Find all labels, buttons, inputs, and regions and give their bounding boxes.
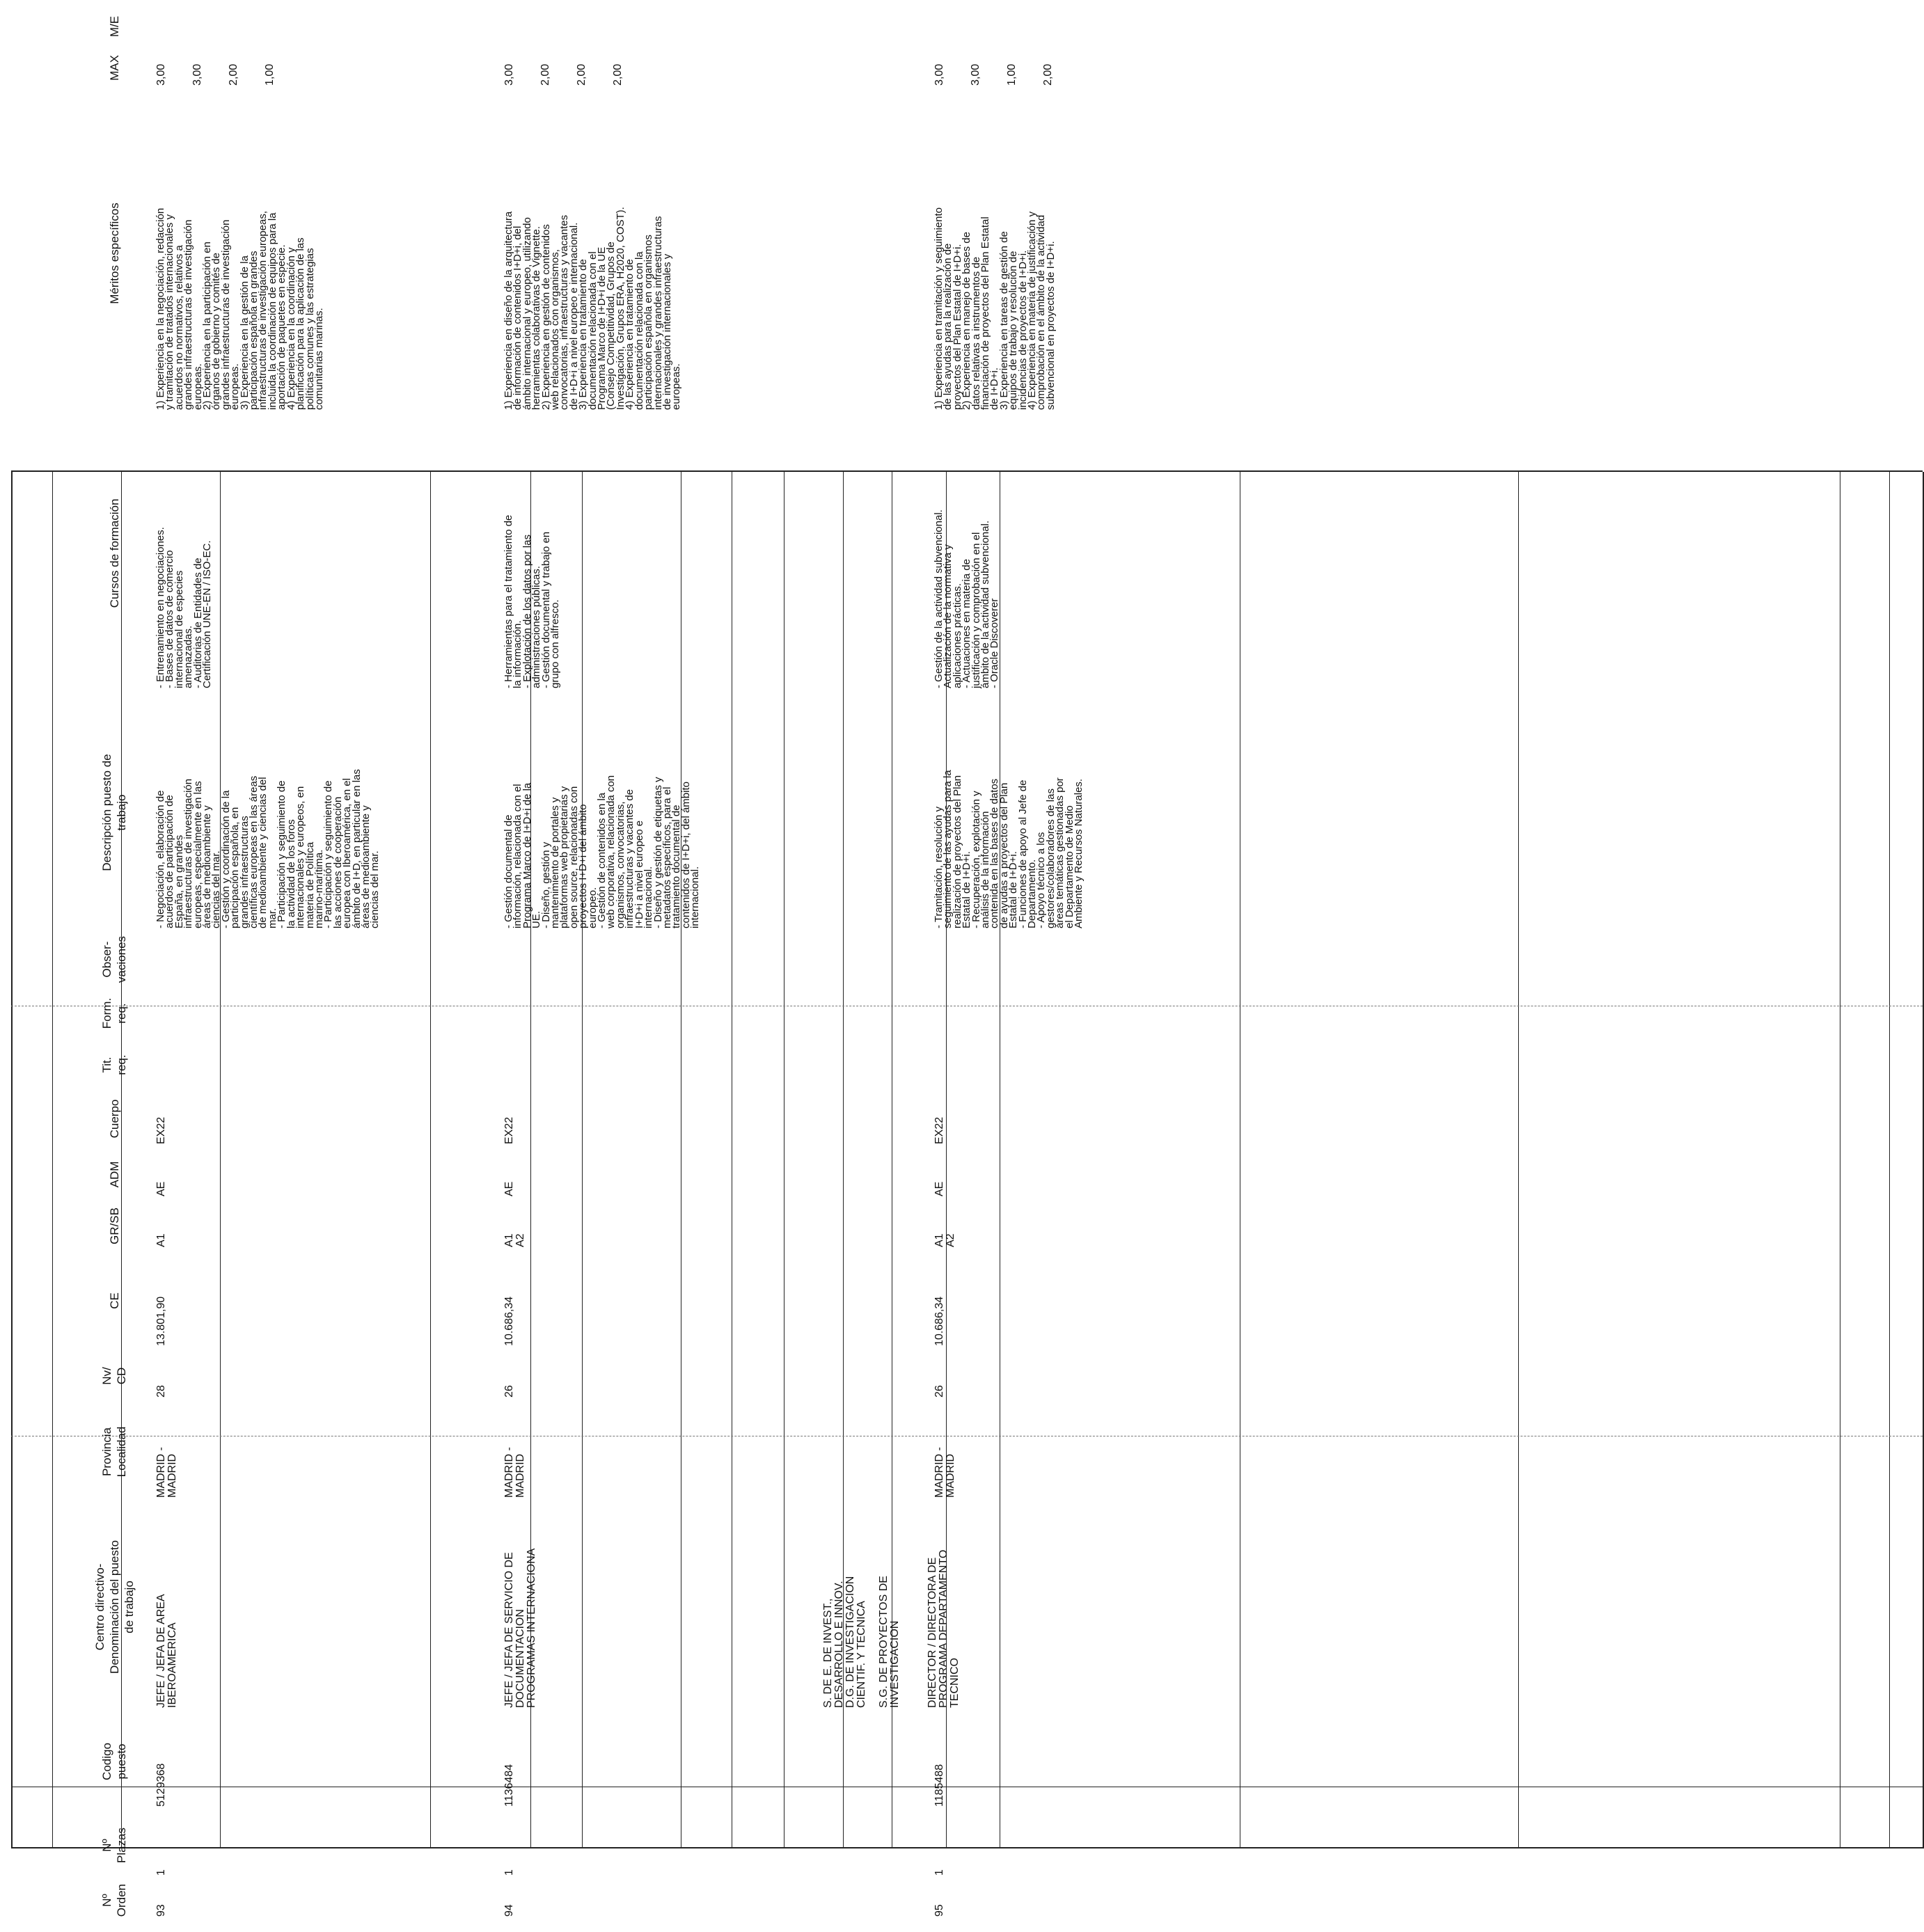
cell-orden: 95	[933, 1904, 945, 1917]
max-value: 3,00	[970, 63, 981, 86]
header-descripcion: Descripción puesto de trabajo	[100, 754, 128, 871]
header-plazas: Nº Plazas	[100, 1827, 128, 1864]
cell-cuerpo: EX22	[503, 1116, 515, 1144]
header-titulacion: Tit. req.	[100, 1054, 128, 1075]
cell-plazas: 1	[155, 1869, 167, 1876]
cell-plazas: 1	[933, 1869, 945, 1876]
cell-titulacion	[504, 1042, 924, 1085]
max-value: 3,00	[191, 63, 203, 86]
cell-me	[934, 11, 1453, 39]
cell-grupo: A1	[155, 1233, 167, 1247]
cell-ce: 10.686,34	[933, 1296, 945, 1346]
cell-orden: 93	[155, 1904, 167, 1917]
cell-descripcion: - Tramitación, resolución y seguimiento de las ayudas para la realización de proyectos del Plan Estatal de I+D+i. - Recuperación, explotación y análisis de la información contenida en las bases de datos de ayudas a proyectos del Plan Estatal de I+D+i. - Funciones de apoyo al Jefe de Departamento. - Apoyo técnico a los gestores/colaboradores de las áreas temáticas gestionadas por el Departamento de Medio Ambiente y Recursos Naturales.	[933, 770, 1085, 928]
header-ce: CE	[107, 1292, 121, 1309]
cell-plazas: 1	[503, 1869, 515, 1876]
header-nivel: Nv/ CD	[100, 1367, 128, 1385]
column-rule	[1518, 472, 1519, 1848]
max-value: 2,00	[576, 63, 588, 86]
max-value: 2,00	[539, 63, 551, 86]
cell-formacion	[156, 988, 494, 1036]
header-adm: ADM	[107, 1161, 121, 1188]
cell-cuerpo: EX22	[155, 1116, 167, 1144]
cell-cursos: - Gestión de la actividad subvencional. Actualización de la normativa y aplicaciones prácticas. - Actuaciones en materia de justificación y comprobación en el ámbito de la actividad subvencional. - Oracle Discoverer	[933, 509, 1001, 688]
header-cuerpo: Cuerpo	[107, 1099, 121, 1139]
cell-codigo: 1185488	[933, 1764, 945, 1807]
column-rule	[52, 472, 53, 1848]
cell-adm: AE	[155, 1181, 167, 1196]
department-label: S. DE E. DE INVEST., DESARROLLO E INNOV. D.G. DE INVESTIGACION CIENTIF. Y TECNICA S.G. DE PROYECTOS DE INVESTIGACION	[822, 1576, 901, 1708]
header-provincia: Provincia Localidad	[100, 1426, 128, 1478]
cell-centro: JEFE / JEFA DE SERVICIO DE DOCUMENTACION PROGRAMAS INTERNACIONA	[503, 1548, 537, 1708]
cell-me	[504, 11, 924, 39]
max-value: 2,00	[612, 63, 624, 86]
cell-meritos: 1) Experiencia en la negociación, redacción y tramitación de tratados internacionales y acuerdos no normativos, relativos a grandes infraestructuras de investigación europeas. 2) Experiencia en la participación en órganos de gobierno y comités de grandes infraestructuras de investigación europeas. 3) Experiencia en la gestión de la participación española en grandes infraestructuras de investigación europeas, incluida la coordinación de equipos para la aportación de paquetes en especie. 4) Experiencia en la coordinación y planificación para la aplicación de las políticas comunes y las estrategias comunitarias marinas.	[155, 207, 325, 410]
cell-cursos: - Herramientas para el tratamiento de la información. - Explotación de los datos por las administraciones públicas. - Gestión documental y trabajo en grupo con alfresco.	[503, 514, 562, 688]
header-codigo: Codigo puesto	[100, 1743, 128, 1780]
max-points	[156, 45, 494, 91]
cell-ce: 10.686,34	[503, 1296, 515, 1346]
max-value: 3,00	[503, 63, 515, 86]
header-cursos: Cursos de formación	[107, 498, 121, 608]
cell-provincia: MADRID - MADRID	[933, 1447, 956, 1498]
max-value: 2,00	[1042, 63, 1054, 86]
cell-adm: AE	[503, 1181, 515, 1196]
header-observaciones: Obser- vaciones	[100, 935, 128, 983]
max-points	[934, 45, 1453, 91]
max-value: 1,00	[1006, 63, 1018, 86]
cell-observaciones	[156, 934, 494, 982]
cell-nivel: 26	[933, 1385, 945, 1397]
header-grupo: GR/SB	[107, 1208, 121, 1244]
cell-descripcion: - Negociación, elaboración de acuerdos de participación de España, en grandes infraestructuras de investigación europeas, especialmente en las áreas de medioambiente y ciencias del mar. - Gestión y coordinación de la participación española, en grandes infraestructuras científicas europeas en las áreas de medioambiente y ciencias del mar. - Participación y seguimiento de la actividad de los foros internacionales y europeos, en materia de Política marino-marítima. - Participación y seguimiento de las acciones de cooperación europea con Iberoamérica, en el ámbito de I+D, en particular en las áreas de medioambiente y ciencias del mar.	[155, 769, 381, 928]
max-points	[504, 45, 924, 91]
cell-formacion	[504, 988, 924, 1036]
cell-meritos: 1) Experiencia en tramitación y seguimiento de las ayudas para la realización de proyectos del Plan Estatal de I+D+i. 2) Experiencia en manejo de bases de datos relativas a instrumentos de financiación de proyectos del Plan Estatal de I+D+i. 3) Experiencia en tareas de gestión de equipos de trabajo y resolución de incidencias de proyectos de I+D+i. 4) Experiencia en materia de justificación y comprobación en el ámbito de la actividad subvencional en proyectos de I+D+i.	[933, 207, 1057, 410]
cell-ce: 13.801,90	[155, 1296, 167, 1346]
cell-cursos: - Entrenamiento en negociaciones. - Bases de datos de comercio internacional de especies amenazadas. - Auditorias de Entidades de Certificación UNE-EN / ISO-EC.	[155, 527, 214, 688]
cell-adm: AE	[933, 1181, 945, 1196]
cell-observaciones	[934, 934, 1453, 982]
cell-titulacion	[156, 1042, 494, 1085]
cell-codigo: 5129368	[155, 1763, 167, 1807]
header-centro: Centro directivo- Denominación del puesto de trabajo	[93, 1540, 136, 1674]
cell-codigo: 1136484	[503, 1764, 515, 1807]
column-rule	[1889, 472, 1890, 1848]
max-value: 2,00	[228, 63, 239, 86]
header-max: MAX	[107, 55, 121, 81]
cell-centro: JEFE / JEFA DE AREA IBEROAMERICA	[155, 1594, 178, 1708]
cell-meritos: 1) Experiencia en diseño de la arquitectura de información de contenidos I+D+i, del ámbito internacional y europeo, utilizando herramientas colaborativas de Vignette. 2) Experiencia en gestión de contenidos web relacionados con organismos, convocatorias, infraestructuras y vacantes de I+D+i a nivel europeo e internacional. 3) Experiencia en tratamiento de documentación relacionada con el Programa Marco de I+D+i de la UE (Consejo Competitividad, Grupos de Investigación, Grupos ERA, H2020, COST). 4) Experiencia en tratamiento de documentación relacionada con la participación española en organismos internacionales y grandes infraestructuras de investigación internacionales y europeas.	[503, 207, 683, 410]
cell-nivel: 26	[503, 1385, 515, 1397]
cell-provincia: MADRID - MADRID	[155, 1447, 178, 1498]
max-value: 1,00	[264, 63, 276, 86]
max-value: 3,00	[155, 63, 167, 86]
cell-grupo: A1 A2	[503, 1233, 526, 1247]
cell-provincia: MADRID - MADRID	[503, 1447, 526, 1498]
cell-observaciones	[504, 934, 924, 982]
header-formacion: Form. req.	[100, 997, 128, 1029]
header-orden: Nº Orden	[100, 1883, 128, 1917]
column-rule	[11, 472, 13, 1848]
cell-nivel: 28	[155, 1385, 167, 1397]
cell-titulacion	[934, 1042, 1453, 1085]
header-meritos: Méritos específicos	[107, 203, 121, 304]
max-value: 3,00	[933, 63, 945, 86]
cell-descripcion: - Gestión documental de información, relacionada con el Programa Marco de I+D+i de la UE. - Diseño, gestión y mantenimiento de portales y plataformas web propietarias y open source, relacionadas con proyectos I+D+i del ámbito europeo. - Gestión de contenidos en la web corporativa, relacionada con organismos, convocatorias, infraestructuras y vacantes de I+D+i a nivel europeo e internacional. - Diseño y gestión de etiquetas y metadatos específicos, para el tratamiento documental de contenidos de I+D+i, del ámbito internacional.	[503, 775, 702, 928]
cell-grupo: A1 A2	[933, 1233, 956, 1247]
cell-cuerpo: EX22	[933, 1116, 945, 1144]
cell-formacion	[934, 988, 1453, 1036]
cell-me	[156, 11, 494, 39]
header-me: M/E	[107, 15, 121, 38]
cell-centro: DIRECTOR / DIRECTORA DE PROGRAMA DEPARTAMENTO TECNICO	[926, 1549, 961, 1708]
cell-orden: 94	[503, 1904, 515, 1917]
